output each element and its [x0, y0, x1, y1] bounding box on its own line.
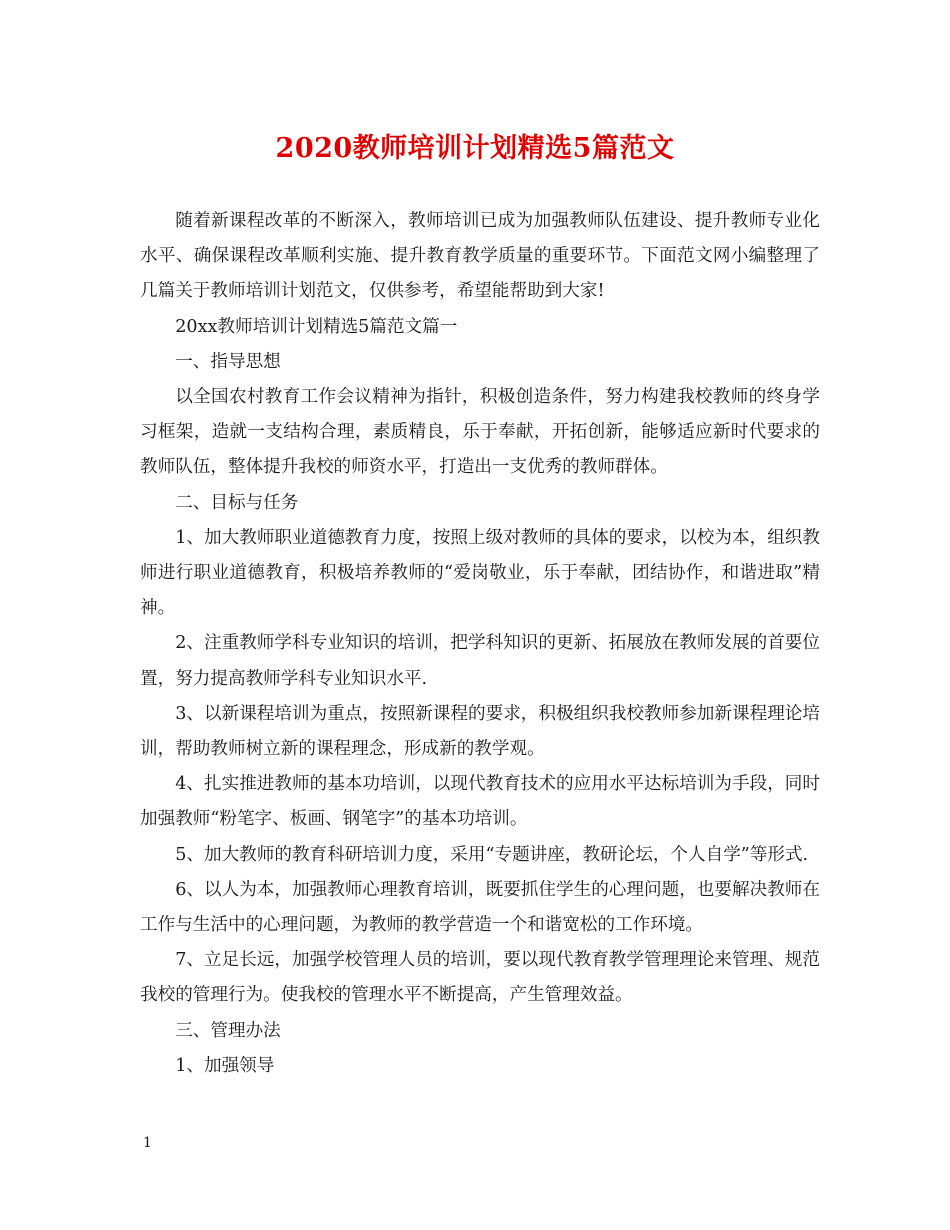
section-heading: 20xx教师培训计划精选5篇范文篇一 — [175, 316, 458, 337]
list-item: 4、扎实推进教师的基本功培训，以现代教育技术的应用水平达标培训为手段，同时加强教师“粉笔字、板画、钢笔字”的基本功培训。 — [140, 774, 820, 830]
list-item: 7、立足长远，加强学校管理人员的培训，要以现代教育教学管理理论来管理、规范我校的管理行为。使我校的管理水平不断提高，产生管理效益。 — [140, 950, 820, 1006]
list-item: 1、加大教师职业道德教育力度，按照上级对教师的具体的要求，以校为本，组织教师进行职业道德教育，积极培养教师的“爱岗敬业，乐于奉献，团结协作，和谐进取”精神。 — [140, 527, 820, 619]
list-item: 3、以新课程培训为重点，按照新课程的要求，积极组织我校教师参加新课程理论培训，帮助教师树立新的课程理念，形成新的教学观。 — [140, 703, 820, 760]
section-heading: 三、管理办法 — [175, 1020, 281, 1041]
list-item: 1、加强领导 — [175, 1055, 275, 1076]
list-item: 2、注重教师学科专业知识的培训，把学科知识的更新、拓展放在教师发展的首要位置，努力提高教师学科专业知识水平. — [140, 633, 820, 689]
section-heading: 二、目标与任务 — [175, 492, 299, 513]
list-item: 6、以人为本，加强教师心理教育培训，既要抓住学生的心理问题，也要解决教师在工作与生活中的心理问题，为教师的教学营造一个和谐宽松的工作环境。 — [140, 879, 820, 936]
intro-paragraph: 随着新课程改革的不断深入，教师培训已成为加强教师队伍建设、提升教师专业化水平、确保课程改革顺利实施、提升教育教学质量的重要环节。下面范文网小编整理了几篇关于教师培训计划范文，仅供参考，希望能帮助到大家! — [140, 211, 820, 302]
section-heading: 一、指导思想 — [175, 351, 281, 372]
list-item: 5、加大教师的教育科研培训力度，采用“专题讲座，教研论坛，个人自学”等形式. — [175, 844, 809, 865]
document-title: 2020教师培训计划精选5篇范文 — [275, 133, 675, 164]
body-paragraph: 以全国农村教育工作会议精神为指针，积极创造条件，努力构建我校教师的终身学习框架，造就一支结构合理，素质精良，乐于奉献，开拓创新，能够适应新时代要求的教师队伍，整体提升我校的师资水平，打造出一支优秀的教师群体。 — [140, 387, 820, 478]
document-body — [140, 204, 820, 1084]
page-number: 1 — [143, 1135, 152, 1151]
